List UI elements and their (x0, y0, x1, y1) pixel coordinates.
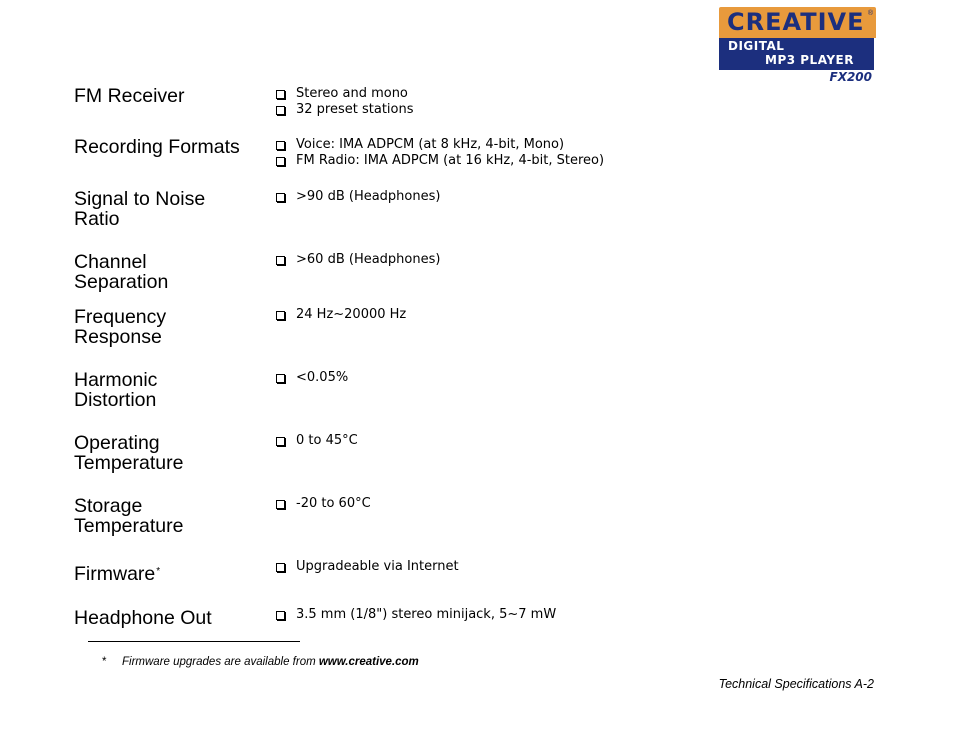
spec-label: Storage Temperature (74, 495, 184, 537)
spec-items (276, 370, 348, 386)
spec-label: FM Receiver (74, 85, 185, 107)
logo-product-band (719, 38, 874, 70)
spec-item-text: 32 preset stations (296, 102, 414, 117)
spec-items (276, 307, 406, 323)
spec-item (276, 189, 440, 205)
logo-trademark: ® (867, 10, 873, 17)
spec-label: Headphone Out (74, 607, 212, 629)
spec-item (276, 153, 604, 169)
logo-brand-text: CREATIVE (727, 8, 865, 36)
checkbox-icon (276, 157, 285, 166)
spec-item (276, 607, 556, 623)
checkbox-icon (276, 106, 285, 115)
checkbox-icon (276, 90, 285, 99)
spec-item-text: >60 dB (Headphones) (296, 252, 441, 267)
spec-item (276, 137, 604, 153)
logo-brand-band (719, 7, 876, 38)
spec-label: Operating Temperature (74, 432, 184, 474)
checkbox-icon (276, 193, 285, 202)
spec-items (276, 252, 440, 268)
checkbox-icon (276, 141, 285, 150)
spec-item-text: >90 dB (Headphones) (296, 189, 441, 204)
spec-items (276, 559, 459, 575)
spec-item (276, 86, 414, 102)
logo-line-digital: DIGITAL (728, 39, 785, 53)
logo-line-mp3-player: MP3 PLAYER (765, 53, 854, 67)
spec-item-text: 24 Hz~20000 Hz (296, 307, 407, 322)
checkbox-icon (276, 611, 285, 620)
spec-label-text: Firmware (74, 563, 156, 585)
spec-items (276, 189, 440, 205)
footnote-mark: * (102, 656, 107, 668)
checkbox-icon (276, 563, 285, 572)
spec-items (276, 607, 556, 623)
spec-label: Harmonic Distortion (74, 369, 158, 411)
spec-item (276, 370, 348, 386)
spec-item (276, 102, 414, 118)
spec-item-text: 0 to 45°C (296, 433, 358, 448)
footnote-text: Firmware upgrades are available from (122, 656, 319, 668)
spec-item (276, 433, 358, 449)
spec-label: Recording Formats (74, 136, 240, 158)
spec-item (276, 559, 459, 575)
spec-items (276, 86, 414, 118)
spec-items (276, 137, 604, 169)
spec-item (276, 307, 406, 323)
spec-item-text: FM Radio: IMA ADPCM (at 16 kHz, 4-bit, Stereo) (296, 153, 605, 168)
spec-item-text: Voice: IMA ADPCM (at 8 kHz, 4-bit, Mono) (296, 137, 565, 152)
spec-items (276, 433, 358, 449)
spec-label (74, 564, 264, 584)
creative-logo (719, 7, 876, 86)
spec-label: Channel Separation (74, 251, 169, 293)
footnote-reference: * (156, 566, 161, 577)
spec-item-text: -20 to 60°C (296, 496, 371, 511)
footnote-divider (88, 641, 300, 642)
checkbox-icon (276, 437, 285, 446)
spec-label: Frequency Response (74, 306, 167, 348)
checkbox-icon (276, 311, 285, 320)
logo-model-name: FX200 (829, 70, 872, 84)
checkbox-icon (276, 500, 285, 509)
checkbox-icon (276, 374, 285, 383)
spec-item-text: <0.05% (296, 370, 349, 385)
footnote (102, 656, 419, 668)
spec-label: Signal to Noise Ratio (74, 188, 206, 230)
spec-item (276, 496, 371, 512)
spec-item-text: 3.5 mm (1/8") stereo minijack, 5~7 mW (296, 607, 557, 622)
page-footer: Technical Specifications A-2 (718, 677, 874, 691)
spec-item-text: Upgradeable via Internet (296, 559, 459, 574)
creative-website-link[interactable]: www.creative.com (318, 656, 419, 668)
spec-item-text: Stereo and mono (296, 86, 408, 101)
spec-items (276, 496, 371, 512)
spec-item (276, 252, 440, 268)
checkbox-icon (276, 256, 285, 265)
